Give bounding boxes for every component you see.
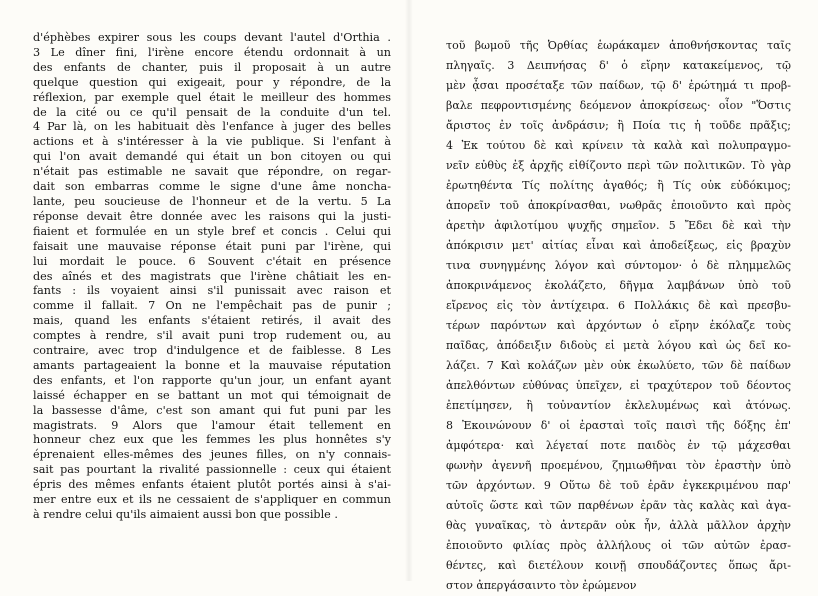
greek-text-line: λάζει. 7 Καὶ κολάζων μὲν οὐκ ἐκωλύετο, τῶν δὲ παίδων [446, 359, 791, 372]
right-page [409, 0, 818, 592]
greek-text-line: παῖδας, ἀπόδειξιν διδοὺς εἰ μετὰ λόγου καὶ ὡς δεῖ κο- [446, 339, 791, 352]
greek-text-line: ἐποιοῦντο φιλίας πρὸς ἀλλήλους οἱ τῶν αὐτῶν ἐρασ- [446, 539, 791, 552]
french-text-line: la bassesse d'âme, c'est son amant qui fut puni par les [33, 403, 391, 417]
greek-text-line: εἴρενος εἰς τὸν ἀντίχειρα. 6 Πολλάκις δὲ καὶ πρεσβυ- [446, 299, 791, 312]
french-text-line: actions et à s'intéresser à la vie publique. Si l'enfant à [33, 135, 391, 149]
french-text-line: lante, peu soucieuse de l'honneur et de la vertu. 5 La [33, 194, 391, 208]
greek-text-line: 4 Ἐκ τούτου δὲ καὶ κρίνειν τὰ καλὰ καὶ πολυπραγμο- [446, 139, 791, 152]
greek-text-line: ἄριστος ἐν τοῖς ἀνδράσιν; ἢ Ποία τις ἡ τοῦδε πρᾶξις; [446, 119, 791, 132]
french-text-line: honneur chez eux que les femmes les plus honnêtes s'y [33, 433, 391, 447]
greek-text-line: ἀποκρινάμενος ἐκολάζετο, δῆγμα λαμβάνων ὑπὸ τοῦ [446, 279, 791, 292]
french-text-line: fants : ils voyaient ainsi s'il punissait avec raison et [33, 284, 391, 298]
french-text-line: qui l'on avait demandé qui était un bon citoyen ou qui [33, 150, 391, 164]
greek-text-line: 8 Ἐκοινώνουν δ' οἱ ἐρασταὶ τοῖς παισὶ τῆς δόξης ἐπ' [446, 419, 791, 432]
greek-text-line: βαλε πεφροντισμένης δεόμενον ἀποκρίσεως· οἷον "Ὅστις [446, 99, 791, 112]
french-text-line: épris des mêmes enfants étaient plutôt portés ainsi à s'ai- [33, 478, 391, 492]
french-text-line: mais, quand les enfants s'étaient retirés, il avait des [33, 314, 391, 328]
greek-text-line: ἐρωτηθέντα Τίς πολίτης ἀγαθός; ἢ Τίς οὐκ εὐδόκιμος; [446, 179, 791, 192]
greek-text-line: στον ἀπεργάσαιντο τὸν ἐρώμενον [446, 579, 637, 592]
greek-text-line: ἀπόκρισιν μετ' αἰτίας εἶναι καὶ ἀποδείξεως, εἰς βραχὺν [446, 239, 791, 252]
french-text-line: 3 Le dîner fini, l'irène encore étendu ordonnait à un [33, 45, 391, 59]
greek-text-line: πληγαῖς. 3 Δειπνήσας δ' ὁ εἴρην κατακείμενος, τῷ [446, 59, 791, 72]
french-text-line: dait son embarras comme le signe d'une âme noncha- [33, 180, 391, 194]
french-text-line: à rendre celui qu'ils aimaient aussi bon que possible . [33, 508, 338, 521]
french-text-line: n'était pas estimable ne savait que répondre, on regar- [33, 165, 391, 179]
french-translation-column [33, 31, 391, 523]
french-text-line: mer entre eux et ils ne cessaient de s'appliquer en commun [33, 493, 391, 507]
greek-text-line: θὰς γυναῖκας, τὸ ἀντερᾶν οὐκ ἦν, ἀλλὰ μᾶλλον ἀρχὴν [446, 519, 791, 532]
french-text-line: 4 Par là, on les habituait dès l'enfance à juger des belles [33, 120, 391, 134]
french-text-line: laissé échapper en se battant un mot qui témoignait de [33, 388, 391, 402]
french-text-line: des enfants de chanter, puis il proposait à un autre [33, 60, 391, 74]
french-text-line: réponse devait être donnée avec les raisons qui la justi- [33, 209, 391, 223]
greek-text-line: ἀπορεῖν τοῦ ἀποκρίνασθαι, νωθρᾶς ἐποιοῦντο καὶ πρὸς [446, 199, 791, 212]
french-text-line: des aînés et des magistrats que l'irène châtiait les en- [33, 269, 391, 283]
french-text-line: contraire, avec trop d'indulgence et de faiblesse. 8 Les [33, 344, 391, 358]
greek-text-line: ἀπελθόντων εὐθύνας ὑπεῖχεν, εἰ τραχύτερον τοῦ δέοντος [446, 379, 791, 392]
french-text-line: des enfants, et l'on rapporte qu'un jour, un enfant ayant [33, 373, 391, 387]
greek-text-column [446, 36, 791, 596]
french-text-line: de la cité ou ce qu'il pensait de la conduite d'un tel. [33, 105, 391, 119]
french-text-line: comme il fallait. 7 On ne l'empêchait pas de punir ; [33, 299, 391, 313]
french-text-line: sait pas pourtant la rivalité passionnelle : ceux qui étaient [33, 463, 391, 477]
greek-text-line: ἀμφότερα· καὶ λέγεταί ποτε παιδὸς ἐν τῷ μάχεσθαι [446, 439, 791, 452]
greek-text-line: αὐτοῖς ὥστε καὶ τῶν παρθένων ἐρᾶν τὰς καλὰς καὶ ἀγα- [446, 499, 791, 512]
french-text-line: lui mordait le pouce. 6 Souvent c'était en présence [33, 254, 391, 268]
greek-text-line: μὲν ᾆσαι προσέταξε τῶν παίδων, τῷ δ' ἐρώτημά τι προβ- [446, 79, 791, 92]
greek-text-line: τέρων παρόντων καὶ ἀρχόντων ὁ εἴρην ἐκόλαζε τοὺς [446, 319, 791, 332]
greek-text-line: τῶν ἀρχόντων. 9 Οὕτω δὲ τοῦ ἐρᾶν ἐγκεκριμένου παρ' [446, 479, 791, 492]
french-text-line: d'éphèbes expirer sous les coups devant l'autel d'Orthia . [33, 31, 391, 44]
french-text-line: amants partageaient la bonne et la mauvaise réputation [33, 358, 391, 372]
french-text-line: faisait une mauvaise réponse était puni par l'irène, qui [33, 239, 391, 253]
greek-text-line: ἀρετὴν ἀφιλοτίμου ψυχῆς σημεῖον. 5 Ἔδει δὲ καὶ τὴν [446, 219, 791, 232]
greek-text-line: ἐπετίμησεν, ἢ τοὐναντίον ἐκλελυμένως καὶ ἀτόνως. [446, 399, 791, 412]
french-text-line: fiaient et formulée en un style bref et concis . Celui qui [33, 224, 391, 238]
greek-text-line: νεῖν εὐθὺς ἐξ ἀρχῆς εἰθίζοντο περὶ τῶν πολιτικῶν. Τὸ γὰρ [446, 159, 791, 172]
french-text-line: comptes à rendre, s'il avait puni trop rudement ou, au [33, 329, 391, 343]
greek-text-line: τοῦ βωμοῦ τῆς Ὀρθίας ἑωράκαμεν ἀποθνήσκοντας ταῖς [446, 39, 791, 52]
french-text-line: réflexion, par exemple quel était le meilleur des hommes [33, 90, 391, 104]
french-text-line: quelque question qui exigeait, pour y répondre, de la [33, 75, 391, 89]
greek-text-line: φωνὴν ἀγεννῆ προεμένου, ζημιωθῆναι τὸν ἐραστὴν ὑπὸ [446, 459, 791, 472]
greek-text-line: τινα συνηγμένης λόγον καὶ σύντομον· ὁ δὲ πλημμελῶς [446, 259, 791, 272]
french-text-line: éprenaient elles-mêmes des jeunes filles, on n'y connais- [33, 448, 391, 462]
left-page [0, 0, 409, 581]
french-text-line: magistrats. 9 Alors que l'amour était tellement en [33, 418, 391, 432]
greek-text-line: θέντες, καὶ διετέλουν κοινῇ σπουδάζοντες ὅπως ἄρι- [446, 559, 791, 572]
